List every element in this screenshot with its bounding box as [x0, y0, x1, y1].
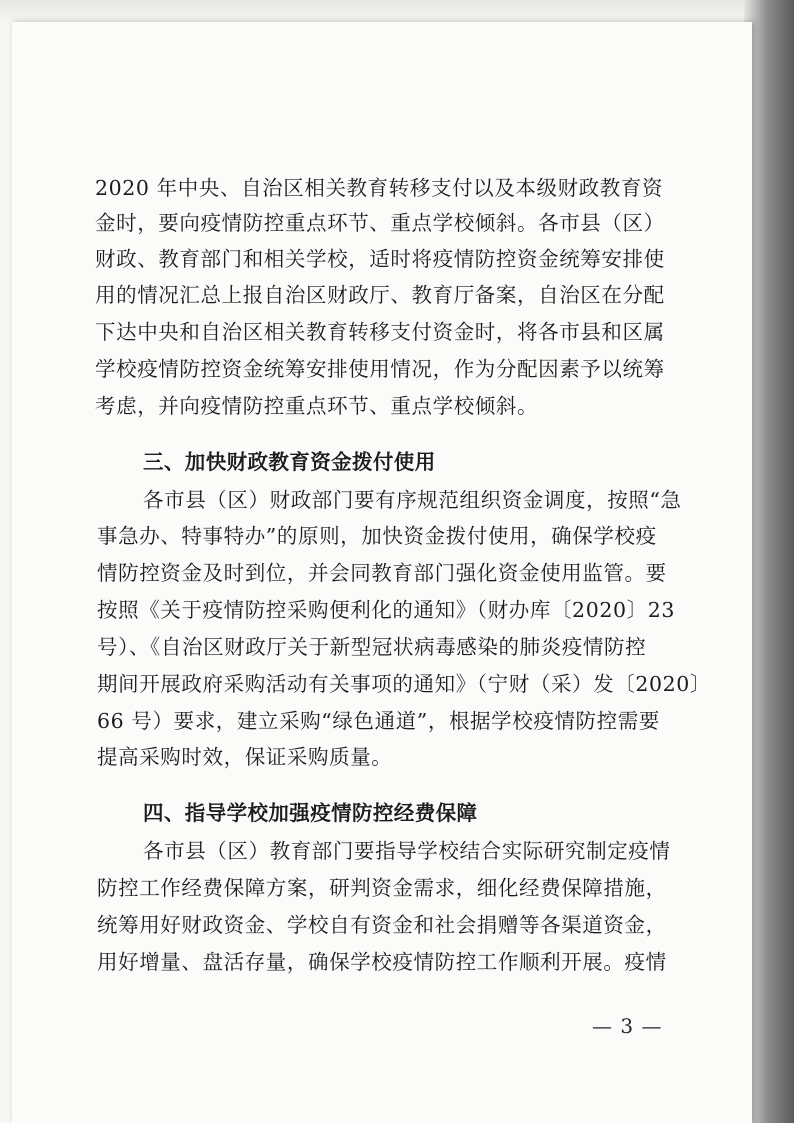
- body-line: 统筹用好财政资金、学校自有资金和社会捐赠等各渠道资金，: [97, 913, 667, 937]
- body-line: 防控工作经费保障方案，研判资金需求，细化经费保障措施，: [97, 876, 667, 900]
- body-line: 用的情况汇总上报自治区财政厅、教育厅备案，自治区在分配: [95, 283, 665, 307]
- body-line: 学校疫情防控资金统筹安排使用情况，作为分配因素予以统筹: [95, 357, 665, 381]
- body-line: 考虑，并向疫情防控重点环节、重点学校倾斜。: [95, 394, 539, 418]
- body-line: 号）、《自治区财政厅关于新型冠状病毒感染的肺炎疫情防控: [97, 635, 647, 659]
- body-line: 用好增量、盘活存量，确保学校疫情防控工作顺利开展。疫情: [97, 950, 667, 974]
- body-line: 2020 年中央、自治区相关教育转移支付以及本级财政教育资: [95, 176, 664, 200]
- body-line: 期间开展政府采购活动有关事项的通知》（宁财（采）发〔2020〕: [97, 672, 712, 696]
- page-number: — 3 —: [592, 1014, 663, 1038]
- body-line: 事急办、特事特办”的原则，加快资金拨付使用，确保学校疫: [97, 524, 657, 548]
- body-line: 下达中央和自治区相关教育转移支付资金时，将各市县和区属: [95, 320, 665, 344]
- body-line: 情防控资金及时到位，并会同教育部门强化资金使用监管。要: [97, 561, 667, 585]
- scan-edge-top: [0, 0, 794, 22]
- body-line: 66 号）要求，建立采购“绿色通道”，根据学校疫情防控需要: [97, 709, 660, 733]
- body-line: 金时，要向疫情防控重点环节、重点学校倾斜。各市县（区）: [95, 211, 665, 235]
- body-line: 各市县（区）财政部门要有序规范组织资金调度，按照“急: [143, 488, 682, 512]
- section-heading-4: 四、指导学校加强疫情防控经费保障: [143, 801, 478, 825]
- body-line: 各市县（区）教育部门要指导学校结合实际研究制定疫情: [143, 839, 671, 863]
- body-line: 提高采购时效，保证采购质量。: [97, 745, 393, 769]
- body-line: 按照《关于疫情防控采购便利化的通知》（财办库〔2020〕23: [97, 598, 676, 622]
- section-heading-3: 三、加快财政教育资金拨付使用: [143, 450, 436, 474]
- body-line: 财政、教育部门和相关学校，适时将疫情防控资金统筹安排使: [95, 247, 665, 271]
